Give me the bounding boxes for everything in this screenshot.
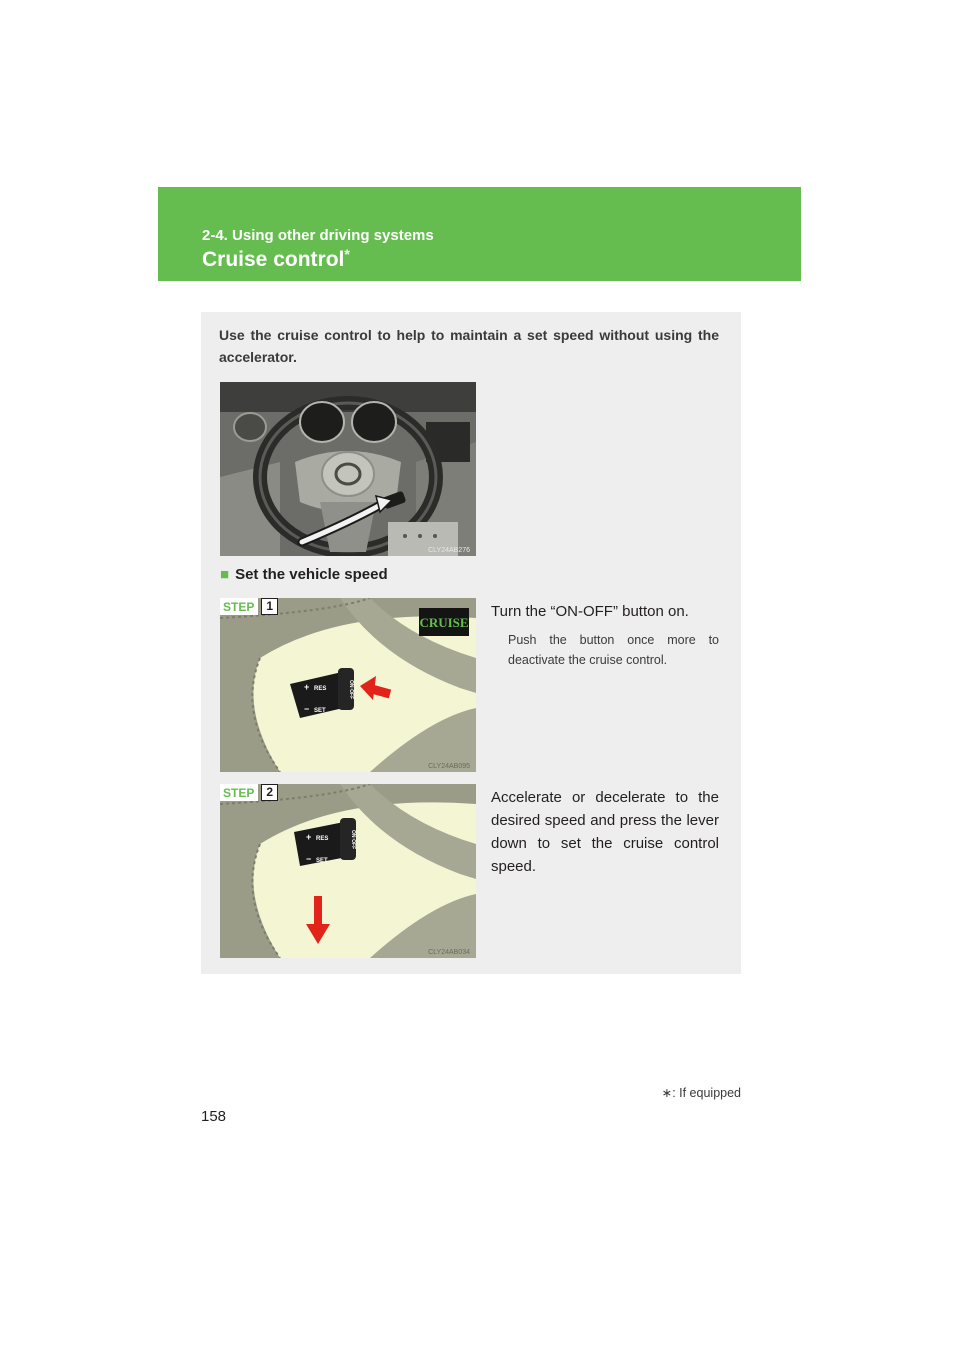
- lever-plus-label: +: [304, 682, 310, 692]
- lever-minus-label: −: [304, 704, 310, 714]
- step1-drawing: [220, 598, 476, 772]
- figure-code: CLY24AB276: [428, 547, 470, 554]
- section-label: 2-4. Using other driving systems: [202, 227, 434, 244]
- cruise-indicator: CRUISE: [419, 615, 469, 630]
- step1-illustration: [220, 598, 476, 772]
- dashboard-illustration: [220, 382, 476, 556]
- lever-set-label: SET: [316, 858, 328, 864]
- step1-note: Push the button once more to deactivate the cruise control.: [508, 633, 719, 667]
- lever-button-label: ON·OFF: [348, 680, 354, 700]
- dashboard-drawing: [220, 382, 476, 556]
- step2-illustration: [220, 784, 476, 958]
- page-number: 158: [201, 1108, 227, 1125]
- figure-code: CLY24AB095: [428, 763, 470, 770]
- lever-button-label: ON·OFF: [350, 830, 356, 850]
- step2-instruction: Accelerate or decelerate to the desired speed and press the lever down to set the cruise control speed.: [491, 789, 719, 875]
- square-bullet-icon: ■: [220, 566, 230, 583]
- step1-instruction: Turn the “ON-OFF” button on.: [491, 603, 689, 620]
- lever-res-label: RES: [314, 686, 327, 692]
- lever-plus-label: +: [306, 832, 312, 842]
- step-word: STEP: [220, 784, 258, 801]
- step1-badge: [220, 598, 278, 615]
- step-number: 1: [261, 598, 278, 615]
- chapter-header-band: [158, 187, 801, 281]
- lever-set-label: SET: [314, 708, 326, 714]
- equipped-marker: *: [344, 246, 350, 262]
- figure-code: CLY24AB034: [428, 949, 470, 956]
- content-panel: [201, 312, 741, 974]
- intro-paragraph: Use the cruise control to help to maintain a set speed without using the accelerator.: [219, 327, 719, 365]
- page-title-text: Cruise control: [202, 248, 345, 271]
- page-title: [202, 248, 350, 272]
- equipped-footnote: ∗: If equipped: [661, 1086, 741, 1100]
- subsection-title: Set the vehicle speed: [235, 566, 388, 583]
- lever-minus-label: −: [306, 854, 312, 864]
- step2-drawing: [220, 784, 476, 958]
- lever-res-label: RES: [316, 836, 329, 842]
- step2-badge: [220, 784, 278, 801]
- step-number: 2: [261, 784, 278, 801]
- step-word: STEP: [220, 598, 258, 615]
- subsection-heading: [220, 566, 388, 583]
